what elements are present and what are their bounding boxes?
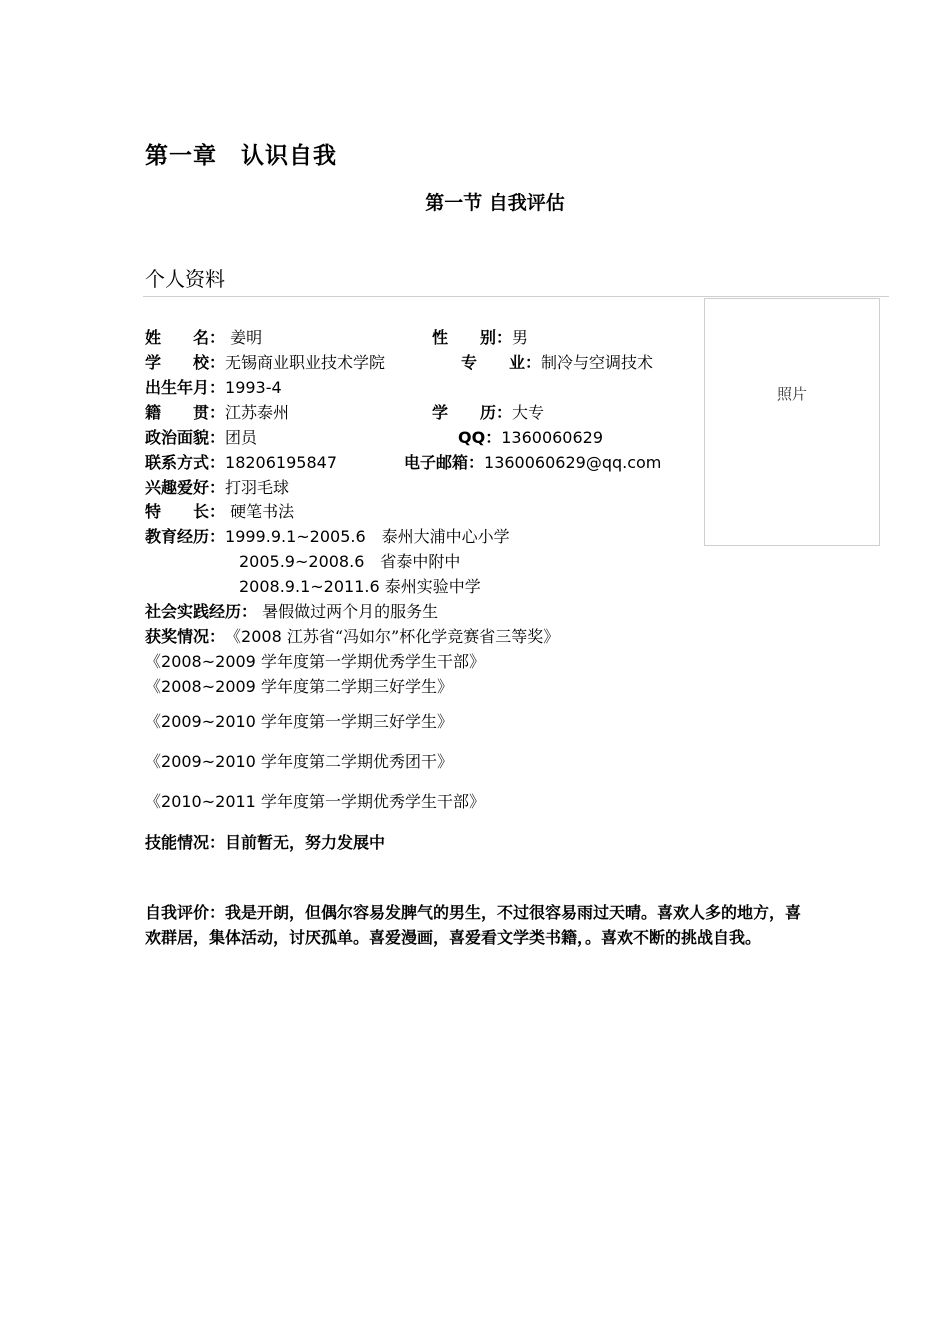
award-item — [145, 712, 453, 732]
section-title: 第一节 自我评估 — [425, 192, 565, 214]
info-row-phone — [145, 453, 337, 473]
degree-value: 大专 — [512, 403, 545, 422]
award-years: 2009~2010 — [161, 712, 256, 731]
award-text: 学年度第二学期优秀团干》 — [255, 752, 453, 771]
award-years: 2008~2009 — [161, 652, 256, 671]
award-text: 学年度第一学期优秀学生干部》 — [255, 652, 485, 671]
education-period: 2008.9.1~2011.6 — [239, 577, 380, 596]
education-period: 2005.9~2008.6 — [239, 552, 365, 571]
award-item — [145, 677, 453, 697]
award-text: 江苏省“冯如尔”杯化学竞赛省三等奖》 — [281, 627, 560, 646]
skill-label: 特 长： — [145, 502, 226, 521]
info-row-skill — [145, 502, 294, 522]
info-row-birth — [145, 378, 282, 398]
award-open: 《 — [217, 627, 242, 646]
major-value: 制冷与空调技术 — [541, 353, 654, 372]
practice-value: 暑假做过两个月的服务生 — [257, 602, 439, 621]
award-text: 学年度第一学期优秀学生干部》 — [255, 792, 485, 811]
info-row-political — [145, 428, 257, 448]
hobby-value: 打羽毛球 — [225, 478, 290, 497]
heading-divider — [143, 296, 889, 297]
education-school: 泰州实验中学 — [379, 577, 481, 596]
native-value: 江苏泰州 — [225, 403, 290, 422]
photo-placeholder — [704, 298, 880, 546]
name-label: 姓 名： — [145, 328, 226, 347]
practice-row — [145, 602, 438, 622]
award-years: 2008~2009 — [161, 677, 256, 696]
political-label: 政治面貌： — [145, 428, 226, 447]
award-text: 学年度第一学期三好学生》 — [255, 712, 453, 731]
info-row-native — [145, 403, 289, 423]
info-row-name — [145, 328, 262, 348]
photo-label: 照片 — [776, 385, 807, 403]
award-item — [145, 752, 453, 772]
award-item — [145, 792, 485, 812]
award-open: 《 — [145, 792, 162, 811]
qq-label: QQ： — [458, 428, 502, 447]
skills-status: 技能情况：目前暂无，努力发展中 — [145, 833, 386, 852]
degree-label: 学 历： — [432, 403, 513, 422]
school-label: 学 校： — [145, 353, 226, 372]
name-value: 姜明 — [225, 328, 263, 347]
gender-label: 性 别： — [432, 328, 513, 347]
chapter-title: 第一章 认识自我 — [145, 143, 337, 169]
practice-label: 社会实践经历： — [145, 602, 258, 621]
info-row-qq — [458, 428, 603, 448]
native-label: 籍 贯： — [145, 403, 226, 422]
info-row-major — [461, 353, 653, 373]
education-school: 省泰中附中 — [364, 552, 461, 571]
award-open: 《 — [145, 652, 162, 671]
email-label: 电子邮箱： — [404, 453, 485, 472]
award-years: 2009~2010 — [161, 752, 256, 771]
info-row-school — [145, 353, 385, 373]
phone-label: 联系方式： — [145, 453, 226, 472]
education-row-1 — [145, 527, 510, 547]
education-row-2 — [239, 552, 460, 572]
school-value: 无锡商业职业技术学院 — [225, 353, 386, 372]
award-open: 《 — [145, 752, 162, 771]
political-value: 团员 — [225, 428, 258, 447]
birth-value: 1993-4 — [225, 378, 282, 397]
qq-value: 1360060629 — [501, 428, 604, 447]
award-item — [145, 652, 485, 672]
awards-label: 获奖情况： — [145, 627, 218, 646]
phone-value: 18206195847 — [225, 453, 337, 472]
personal-info-heading: 个人资料 — [145, 267, 225, 291]
education-period: 1999.9.1~2005.6 — [225, 527, 366, 546]
self-evaluation: 自我评价：我是开朗，但偶尔容易发脾气的男生，不过很容易雨过天晴。喜欢人多的地方，喜欢群居，集体活动，讨厌孤单。喜爱漫画，喜爱看文学类书籍，。喜欢不断的挑战自我。 — [145, 903, 802, 947]
education-row-3 — [239, 577, 481, 597]
award-open: 《 — [145, 677, 162, 696]
hobby-label: 兴趣爱好： — [145, 478, 226, 497]
gender-value: 男 — [512, 328, 529, 347]
award-years: 2010~2011 — [161, 792, 256, 811]
award-open: 《 — [145, 712, 162, 731]
education-school: 泰州大浦中心小学 — [365, 527, 510, 546]
major-label: 专 业： — [461, 353, 542, 372]
birth-label: 出生年月： — [145, 378, 226, 397]
info-row-hobby — [145, 478, 289, 498]
info-row-email — [404, 453, 661, 473]
award-year: 2008 — [241, 627, 282, 646]
award-text: 学年度第二学期三好学生》 — [255, 677, 453, 696]
email-value: 1360060629@qq.com — [484, 453, 662, 472]
education-label: 教育经历： — [145, 527, 226, 546]
info-row-gender — [432, 328, 528, 348]
skill-value: 硬笔书法 — [225, 502, 295, 521]
awards-row — [145, 627, 559, 647]
info-row-degree — [432, 403, 544, 423]
